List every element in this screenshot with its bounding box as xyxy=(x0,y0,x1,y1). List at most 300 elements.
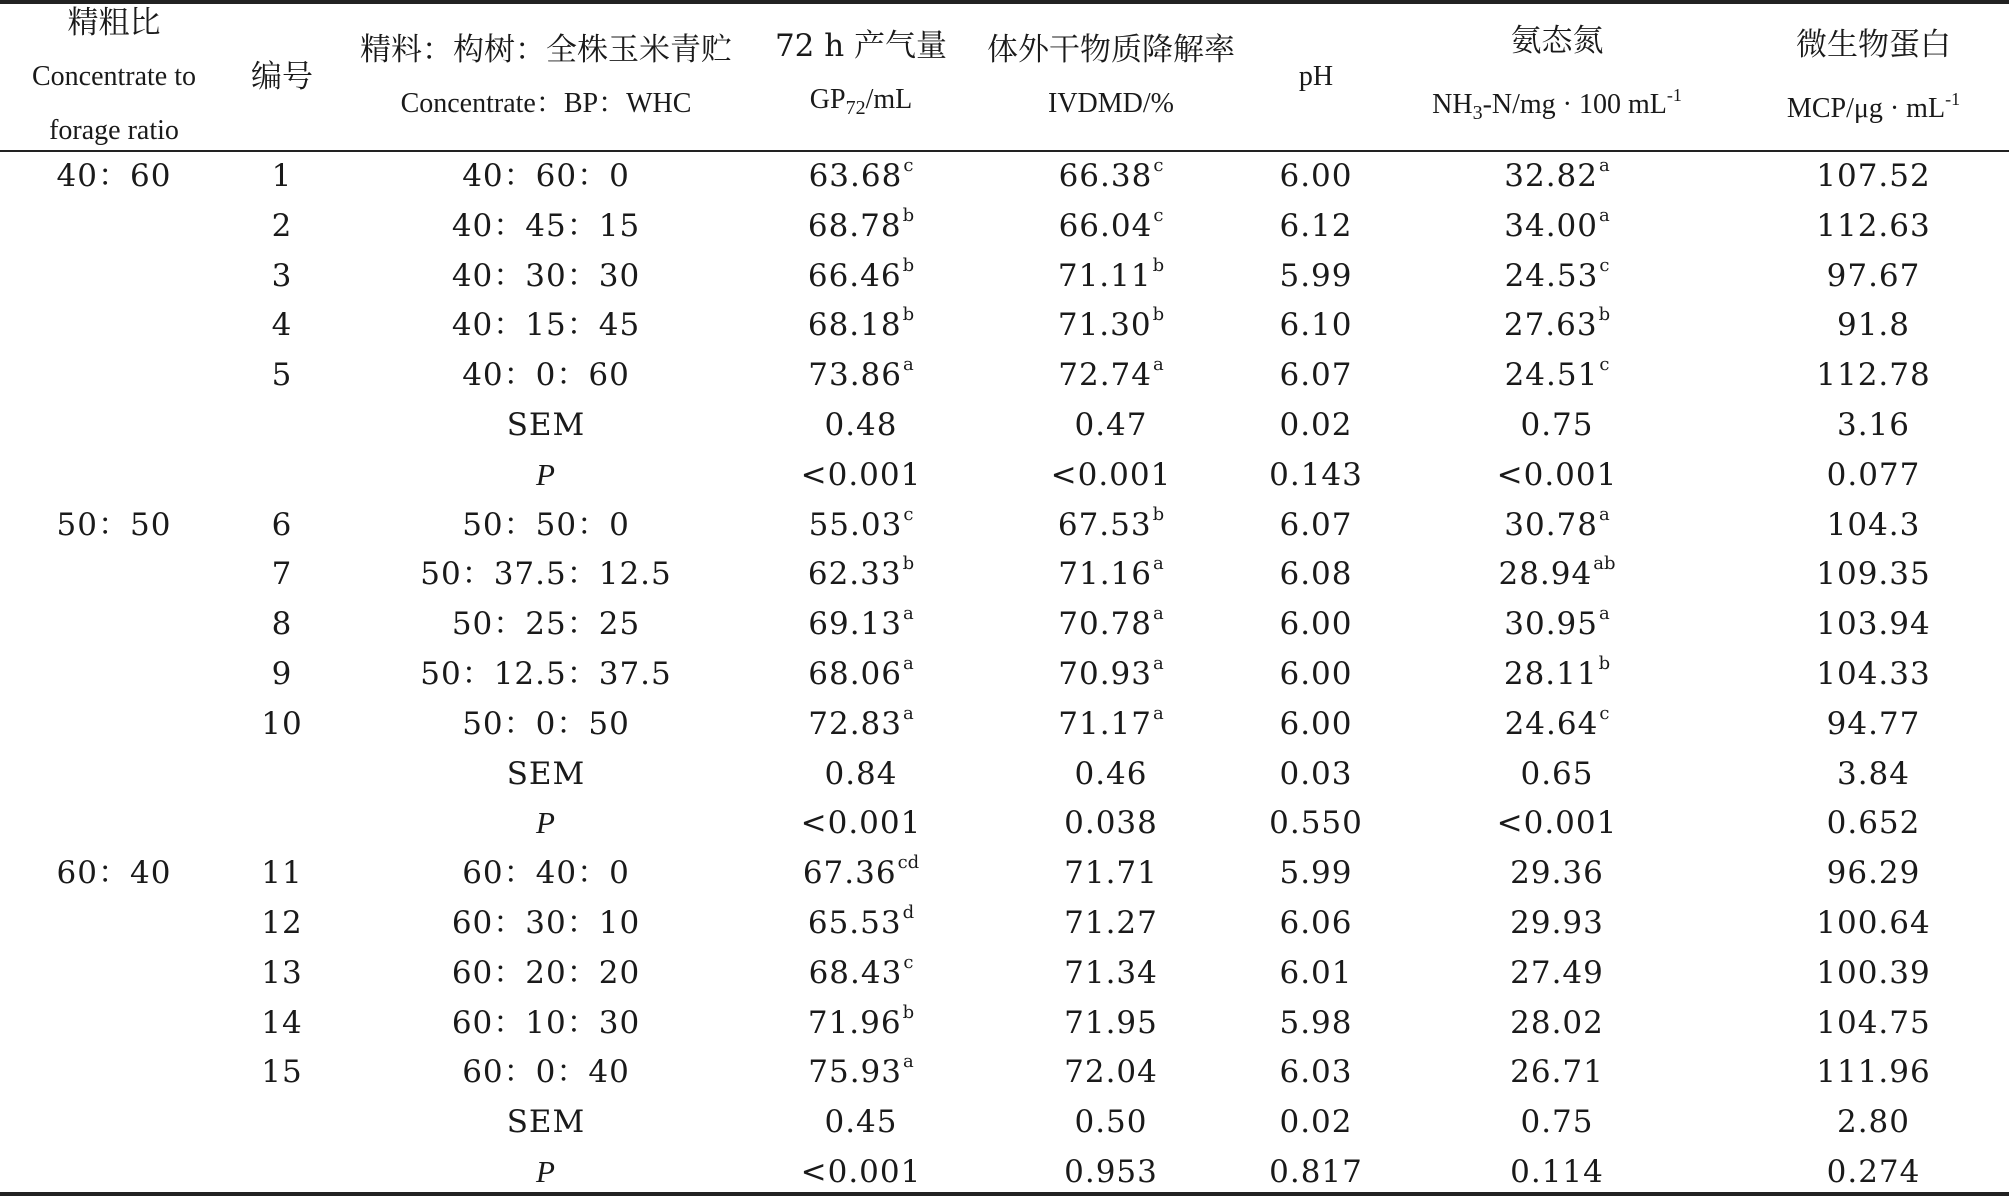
cell-gp xyxy=(756,599,966,649)
significance-letter: c xyxy=(1153,155,1164,176)
cell-mcp-value: 112.78 xyxy=(1816,357,1931,394)
cell-mix xyxy=(336,549,756,599)
cell-ph xyxy=(1256,599,1376,649)
cell-mcp-value: 91.8 xyxy=(1836,307,1911,344)
cell-mcp-value: 2.80 xyxy=(1836,1104,1911,1141)
cell-id xyxy=(228,151,336,201)
significance-letter: c xyxy=(1599,254,1610,276)
cell-mix-value: SEM xyxy=(506,755,586,792)
cell-nh3-value: 0.75 xyxy=(1520,407,1594,443)
cell-mcp-value: 103.94 xyxy=(1816,606,1931,643)
cell-ivdmd-value: 71.16 xyxy=(1058,556,1152,593)
cell-id xyxy=(228,699,336,749)
cell-gp xyxy=(756,898,966,948)
cell-ivdmd-value: 66.38 xyxy=(1058,158,1153,194)
cell-mix-value: 40：0：60 xyxy=(462,357,630,394)
cell-ivdmd-value: 72.74 xyxy=(1058,357,1152,394)
cell-id-value: 8 xyxy=(271,606,293,643)
cell-ivdmd-value: 0.47 xyxy=(1074,407,1148,443)
cell-ivdmd xyxy=(966,848,1256,898)
cell-ph xyxy=(1256,848,1376,898)
significance-letter: b xyxy=(902,204,915,226)
cell-ph-value: 6.12 xyxy=(1279,207,1353,244)
cell-mix-value: 60：30：10 xyxy=(451,905,641,941)
cell-ph-value: 6.00 xyxy=(1279,606,1353,643)
cell-ratio xyxy=(0,699,228,749)
cell-nh3-value: <0.001 xyxy=(1496,805,1618,842)
cell-gp-value: 0.48 xyxy=(824,407,898,443)
cell-ph-value: 0.143 xyxy=(1269,456,1363,493)
header-ratio-zh: 精粗比 xyxy=(67,5,161,41)
cell-id xyxy=(228,400,336,450)
cell-ivdmd xyxy=(966,898,1256,948)
significance-letter: b xyxy=(1152,503,1165,525)
cell-gp-value: 68.43 xyxy=(808,954,903,991)
cell-mcp-value: 111.96 xyxy=(1816,1054,1931,1091)
cell-ivdmd-value: 72.04 xyxy=(1064,1054,1158,1091)
cell-mcp xyxy=(1738,948,2009,998)
cell-mix xyxy=(336,898,756,948)
cell-mix-value: P xyxy=(536,805,556,841)
cell-mix xyxy=(336,400,756,450)
cell-gp-value: 66.46 xyxy=(807,257,902,294)
cell-gp xyxy=(756,848,966,898)
significance-letter: cd xyxy=(897,852,920,874)
cell-ratio xyxy=(0,500,228,550)
cell-ph-value: 6.03 xyxy=(1279,1054,1353,1091)
cell-gp xyxy=(756,350,966,400)
header-id xyxy=(228,4,336,150)
cell-mix-value: SEM xyxy=(506,407,586,443)
cell-ratio xyxy=(0,300,228,350)
significance-letter: a xyxy=(1599,204,1610,226)
cell-mix xyxy=(336,1047,756,1097)
header-nh3-en-b: -N/mg · 100 mL xyxy=(1482,89,1667,120)
cell-ivdmd xyxy=(966,201,1256,251)
cell-gp-value: 55.03 xyxy=(808,506,903,543)
significance-letter: a xyxy=(903,603,914,625)
cell-nh3 xyxy=(1376,1047,1738,1097)
cell-nh3 xyxy=(1376,898,1738,948)
header-mcp-zh: 微生物蛋白 xyxy=(1796,27,1951,63)
header-gp-en-sub: 72 xyxy=(845,97,866,119)
header-nh3-en-a: NH xyxy=(1432,89,1473,120)
cell-ph-value: 0.02 xyxy=(1279,1104,1353,1141)
cell-ph xyxy=(1256,998,1376,1048)
cell-id-value: 1 xyxy=(271,158,293,194)
cell-mcp xyxy=(1738,500,2009,550)
header-gp-en xyxy=(810,73,912,135)
cell-gp xyxy=(756,998,966,1048)
cell-nh3 xyxy=(1376,151,1738,201)
cell-gp xyxy=(756,251,966,301)
cell-mcp xyxy=(1738,400,2009,450)
cell-mcp-value: 100.39 xyxy=(1816,954,1931,991)
cell-gp-value: 63.68 xyxy=(808,158,903,194)
cell-id-value: 7 xyxy=(271,556,293,593)
cell-mix-value: 50：37.5：12.5 xyxy=(420,556,672,593)
cell-gp xyxy=(756,549,966,599)
cell-nh3-value: 24.64 xyxy=(1504,705,1599,742)
cell-id xyxy=(228,749,336,799)
cell-mix-value: SEM xyxy=(506,1104,586,1141)
cell-mcp-value: 96.29 xyxy=(1826,855,1921,892)
cell-ph xyxy=(1256,450,1376,500)
cell-ph xyxy=(1256,1147,1376,1197)
cell-ivdmd-value: 71.17 xyxy=(1058,705,1152,742)
cell-ivdmd-value: 0.953 xyxy=(1064,1154,1158,1190)
cell-mcp xyxy=(1738,649,2009,699)
significance-letter: a xyxy=(1153,603,1164,625)
header-id-zh: 编号 xyxy=(251,59,313,95)
cell-ph-value: 6.08 xyxy=(1279,556,1353,593)
cell-id-value: 4 xyxy=(271,307,293,344)
significance-letter: a xyxy=(1153,653,1164,674)
cell-gp-value: 67.36 xyxy=(802,855,897,892)
cell-mcp xyxy=(1738,201,2009,251)
cell-mix-value: 60：40：0 xyxy=(462,855,630,892)
cell-mix xyxy=(336,251,756,301)
cell-gp-value: 72.83 xyxy=(808,705,902,742)
cell-ivdmd xyxy=(966,1047,1256,1097)
cell-gp xyxy=(756,500,966,550)
cell-gp-value: 68.18 xyxy=(807,307,902,344)
cell-mcp xyxy=(1738,350,2009,400)
cell-mix xyxy=(336,749,756,799)
header-nh3-zh: 氨态氮 xyxy=(1510,23,1604,59)
significance-letter: b xyxy=(1598,304,1611,326)
cell-gp-value: 0.45 xyxy=(824,1104,898,1141)
cell-mcp-value: 3.84 xyxy=(1836,755,1911,792)
cell-ph xyxy=(1256,350,1376,400)
cell-ph xyxy=(1256,201,1376,251)
header-ratio xyxy=(0,4,228,150)
cell-ph xyxy=(1256,699,1376,749)
cell-gp xyxy=(756,450,966,500)
cell-nh3-value: <0.001 xyxy=(1496,456,1618,493)
header-ivdmd-zh: 体外干物质降解率 xyxy=(987,32,1235,68)
cell-mcp xyxy=(1738,300,2009,350)
header-mcp-en xyxy=(1787,72,1960,136)
cell-id xyxy=(228,251,336,301)
cell-ph-value: 6.07 xyxy=(1279,357,1353,394)
cell-id xyxy=(228,1047,336,1097)
cell-ivdmd xyxy=(966,998,1256,1048)
cell-mcp xyxy=(1738,251,2009,301)
cell-mix xyxy=(336,450,756,500)
cell-ph xyxy=(1256,948,1376,998)
cell-mcp-value: 97.67 xyxy=(1826,257,1921,294)
cell-ivdmd-value: 67.53 xyxy=(1057,506,1152,543)
cell-nh3 xyxy=(1376,998,1738,1048)
cell-ratio xyxy=(0,400,228,450)
cell-mix-value: 40：30：30 xyxy=(451,257,641,294)
cell-id-value: 13 xyxy=(261,954,303,991)
cell-nh3-value: 24.53 xyxy=(1504,257,1599,294)
cell-nh3-value: 29.93 xyxy=(1510,905,1604,941)
significance-letter: a xyxy=(1153,702,1164,724)
cell-gp-value: 62.33 xyxy=(807,556,902,593)
header-gp-en-a: GP xyxy=(809,84,846,115)
cell-ratio-value: 50：50 xyxy=(56,506,172,543)
significance-letter: d xyxy=(902,902,915,923)
cell-mix xyxy=(336,1147,756,1197)
header-mix-zh: 精料：构树：全株玉米青贮 xyxy=(360,32,732,68)
cell-ivdmd xyxy=(966,151,1256,201)
cell-id-value: 2 xyxy=(271,207,293,244)
cell-id xyxy=(228,1147,336,1197)
cell-ph-value: 5.99 xyxy=(1279,855,1353,892)
cell-nh3-value: 29.36 xyxy=(1510,855,1604,892)
cell-nh3 xyxy=(1376,798,1738,848)
cell-ph-value: 0.550 xyxy=(1269,805,1363,842)
significance-letter: a xyxy=(903,702,914,724)
cell-ivdmd-value: 71.11 xyxy=(1057,257,1152,294)
cell-mcp xyxy=(1738,798,2009,848)
cell-gp-value: <0.001 xyxy=(800,1154,922,1190)
cell-mcp xyxy=(1738,998,2009,1048)
cell-nh3 xyxy=(1376,450,1738,500)
cell-mix xyxy=(336,500,756,550)
cell-id xyxy=(228,201,336,251)
cell-nh3 xyxy=(1376,549,1738,599)
cell-ivdmd xyxy=(966,798,1256,848)
cell-mix-value: 50：50：0 xyxy=(462,506,630,543)
significance-letter: a xyxy=(1153,553,1164,575)
cell-nh3-value: 34.00 xyxy=(1504,207,1598,244)
cell-id xyxy=(228,798,336,848)
cell-mix-value: 60：20：20 xyxy=(451,954,641,991)
cell-mix-value: P xyxy=(536,456,556,492)
cell-mix-value: 50：25：25 xyxy=(451,606,641,643)
cell-mix-value: 60：10：30 xyxy=(451,1004,641,1041)
cell-mcp-value: 0.274 xyxy=(1826,1154,1921,1190)
cell-id xyxy=(228,948,336,998)
header-gp-en-b: /mL xyxy=(865,84,913,115)
header-mix-en: Concentrate：BP：WHC xyxy=(400,88,692,119)
cell-nh3 xyxy=(1376,350,1738,400)
header-mcp xyxy=(1738,4,2009,150)
cell-id-value: 3 xyxy=(271,257,293,294)
cell-ivdmd-value: 0.46 xyxy=(1074,755,1148,792)
cell-ph xyxy=(1256,749,1376,799)
cell-gp xyxy=(756,300,966,350)
cell-nh3-value: 26.71 xyxy=(1510,1054,1604,1091)
cell-id xyxy=(228,450,336,500)
cell-id-value: 15 xyxy=(261,1054,303,1091)
cell-mcp-value: 104.75 xyxy=(1816,1004,1931,1041)
cell-ph-value: 6.00 xyxy=(1279,158,1353,194)
cell-ph xyxy=(1256,400,1376,450)
cell-ph-value: 6.10 xyxy=(1279,307,1353,344)
significance-letter: a xyxy=(1153,354,1164,376)
cell-ratio xyxy=(0,848,228,898)
cell-gp-value: 73.86 xyxy=(808,357,902,394)
cell-ivdmd xyxy=(966,450,1256,500)
cell-nh3 xyxy=(1376,400,1738,450)
cell-ph-value: 6.00 xyxy=(1279,705,1353,742)
cell-mix xyxy=(336,798,756,848)
cell-id xyxy=(228,599,336,649)
cell-id-value: 12 xyxy=(261,905,303,941)
header-ivdmd-en: IVDMD/% xyxy=(1048,88,1174,119)
significance-letter: b xyxy=(902,1001,915,1023)
cell-nh3 xyxy=(1376,699,1738,749)
cell-mcp-value: 100.64 xyxy=(1816,905,1931,941)
cell-nh3-value: 24.51 xyxy=(1504,357,1599,394)
cell-ivdmd xyxy=(966,549,1256,599)
cell-ratio xyxy=(0,151,228,201)
cell-id-value: 14 xyxy=(261,1004,303,1041)
cell-ivdmd xyxy=(966,699,1256,749)
cell-mix-value: 40：45：15 xyxy=(451,207,641,244)
cell-mix xyxy=(336,998,756,1048)
cell-ratio xyxy=(0,450,228,500)
significance-letter: b xyxy=(1598,653,1611,674)
cell-ivdmd xyxy=(966,948,1256,998)
cell-mcp xyxy=(1738,749,2009,799)
cell-mix-value: 60：0：40 xyxy=(462,1054,630,1091)
cell-nh3 xyxy=(1376,300,1738,350)
cell-ivdmd-value: 70.78 xyxy=(1058,606,1152,643)
cell-ph-value: 5.98 xyxy=(1279,1004,1353,1041)
cell-ratio xyxy=(0,749,228,799)
cell-nh3-value: 28.94 xyxy=(1498,556,1593,593)
cell-mix-value: 40：60：0 xyxy=(462,158,630,194)
cell-mcp-value: 0.652 xyxy=(1826,805,1921,842)
significance-letter: c xyxy=(1599,702,1610,724)
header-ph-en: pH xyxy=(1298,61,1334,92)
cell-id-value: 5 xyxy=(271,357,293,394)
cell-id xyxy=(228,1097,336,1147)
cell-gp-value: <0.001 xyxy=(800,805,922,842)
cell-mix xyxy=(336,948,756,998)
header-nh3-en xyxy=(1432,68,1682,140)
cell-ph xyxy=(1256,798,1376,848)
cell-ivdmd xyxy=(966,749,1256,799)
cell-mix xyxy=(336,1097,756,1147)
cell-nh3-value: 27.49 xyxy=(1510,954,1604,991)
cell-ivdmd xyxy=(966,1097,1256,1147)
cell-mcp-value: 3.16 xyxy=(1836,407,1911,443)
cell-ratio xyxy=(0,898,228,948)
cell-gp-value: 65.53 xyxy=(807,905,902,941)
cell-mix xyxy=(336,300,756,350)
cell-ph-value: 6.06 xyxy=(1279,905,1353,941)
cell-ivdmd-value: 71.71 xyxy=(1064,855,1158,892)
cell-nh3-value: 0.114 xyxy=(1510,1154,1604,1190)
cell-ph xyxy=(1256,649,1376,699)
cell-nh3-value: 27.63 xyxy=(1503,307,1598,344)
cell-gp-value: 68.78 xyxy=(807,207,902,244)
significance-letter: b xyxy=(1152,254,1165,276)
cell-ivdmd xyxy=(966,1147,1256,1197)
cell-ph xyxy=(1256,151,1376,201)
cell-ph xyxy=(1256,1047,1376,1097)
header-mcp-en-sup: -1 xyxy=(1945,89,1961,109)
cell-ratio-value: 40：60 xyxy=(56,158,172,194)
cell-mcp xyxy=(1738,1097,2009,1147)
cell-gp-value: 68.06 xyxy=(808,656,902,692)
cell-ivdmd xyxy=(966,500,1256,550)
cell-gp-value: 71.96 xyxy=(807,1004,902,1041)
cell-ph-value: 5.99 xyxy=(1279,257,1353,294)
significance-letter: b xyxy=(902,304,915,326)
cell-mcp-value: 109.35 xyxy=(1816,556,1931,593)
header-ivdmd xyxy=(966,4,1256,150)
cell-nh3 xyxy=(1376,649,1738,699)
cell-gp xyxy=(756,948,966,998)
cell-mcp-value: 0.077 xyxy=(1826,456,1921,493)
cell-ph xyxy=(1256,1097,1376,1147)
cell-ivdmd xyxy=(966,649,1256,699)
cell-ratio xyxy=(0,201,228,251)
cell-mix xyxy=(336,151,756,201)
cell-mix xyxy=(336,201,756,251)
cell-mix xyxy=(336,699,756,749)
cell-mcp xyxy=(1738,1047,2009,1097)
cell-id-value: 10 xyxy=(261,705,303,742)
cell-ivdmd xyxy=(966,251,1256,301)
cell-ph xyxy=(1256,251,1376,301)
cell-ratio xyxy=(0,251,228,301)
significance-letter: c xyxy=(903,503,914,525)
cell-nh3-value: 0.65 xyxy=(1520,755,1594,792)
cell-ratio xyxy=(0,1097,228,1147)
cell-id xyxy=(228,649,336,699)
significance-letter: c xyxy=(903,951,914,973)
significance-letter: a xyxy=(1599,155,1610,176)
cell-ratio xyxy=(0,1047,228,1097)
header-ph xyxy=(1256,4,1376,150)
header-mix xyxy=(336,4,756,150)
cell-ratio xyxy=(0,798,228,848)
cell-nh3 xyxy=(1376,251,1738,301)
cell-gp-value: 0.84 xyxy=(824,755,898,792)
cell-gp xyxy=(756,151,966,201)
cell-ph-value: 6.00 xyxy=(1279,656,1353,692)
header-ratio-en2: forage ratio xyxy=(49,115,179,146)
cell-mcp-value: 94.77 xyxy=(1826,705,1921,742)
cell-ph-value: 6.07 xyxy=(1279,506,1353,543)
header-ratio-en1: Concentrate to xyxy=(31,61,197,92)
cell-ph xyxy=(1256,549,1376,599)
cell-gp xyxy=(756,699,966,749)
cell-ivdmd xyxy=(966,400,1256,450)
cell-ratio xyxy=(0,350,228,400)
cell-id xyxy=(228,549,336,599)
cell-gp xyxy=(756,201,966,251)
cell-mcp-value: 112.63 xyxy=(1816,207,1931,244)
significance-letter: a xyxy=(903,653,914,674)
cell-mcp xyxy=(1738,848,2009,898)
cell-mcp xyxy=(1738,151,2009,201)
significance-letter: b xyxy=(902,553,915,575)
cell-mcp xyxy=(1738,699,2009,749)
cell-mix xyxy=(336,350,756,400)
cell-ivdmd-value: 70.93 xyxy=(1058,656,1152,692)
cell-id xyxy=(228,350,336,400)
cell-ivdmd xyxy=(966,300,1256,350)
cell-id xyxy=(228,300,336,350)
cell-gp-value: <0.001 xyxy=(800,456,922,493)
cell-nh3 xyxy=(1376,948,1738,998)
cell-mcp xyxy=(1738,599,2009,649)
cell-mcp-value: 107.52 xyxy=(1816,158,1931,194)
cell-mix xyxy=(336,848,756,898)
cell-mix-value: P xyxy=(536,1154,556,1189)
cell-nh3 xyxy=(1376,749,1738,799)
